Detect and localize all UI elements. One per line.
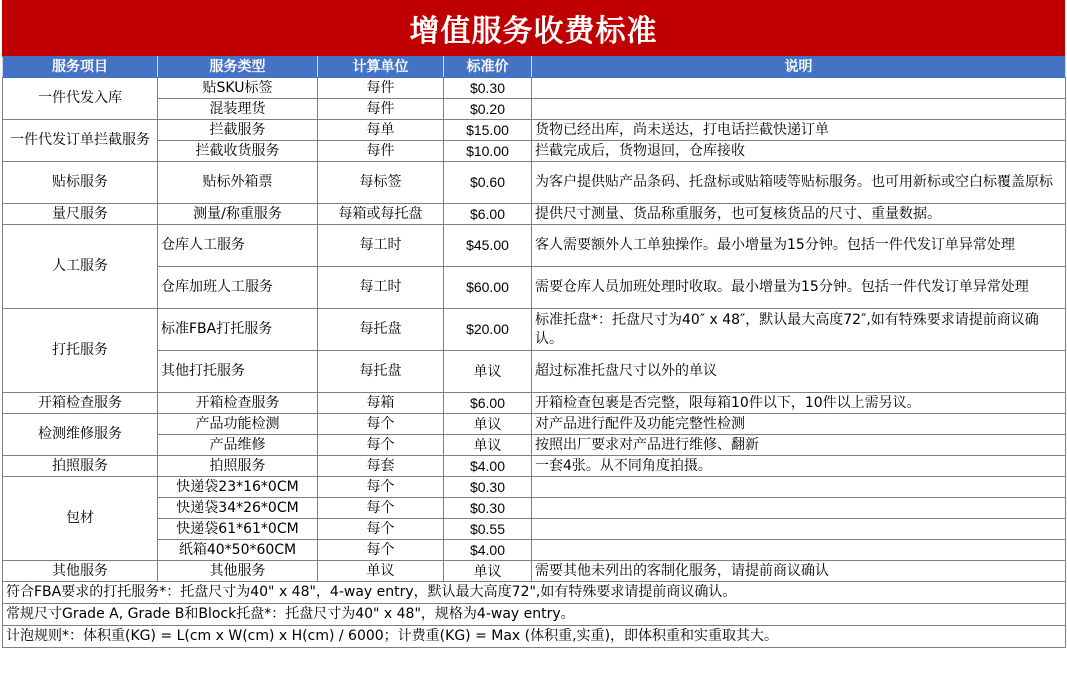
unit-cell: 每件 <box>318 141 444 162</box>
unit-cell: 每托盘 <box>318 309 444 351</box>
unit-cell: 每工时 <box>318 225 444 267</box>
price-cell: $60.00 <box>444 267 532 309</box>
service-type-cell: 混装理货 <box>158 99 318 120</box>
description-cell <box>532 498 1066 519</box>
note-row <box>3 604 1066 626</box>
price-cell: $0.60 <box>444 162 532 204</box>
price-cell: $4.00 <box>444 456 532 477</box>
service-item-cell: 一件代发入库 <box>3 78 158 120</box>
price-cell: $4.00 <box>444 540 532 561</box>
header-service-item: 服务项目 <box>3 57 158 78</box>
service-item-cell: 包材 <box>3 477 158 561</box>
service-item-cell: 开箱检查服务 <box>3 393 158 414</box>
unit-cell: 每个 <box>318 435 444 456</box>
unit-cell: 每个 <box>318 498 444 519</box>
description-cell: 提供尺寸测量、货品称重服务，也可复核货品的尺寸、重量数据。 <box>532 204 1066 225</box>
price-cell: $15.00 <box>444 120 532 141</box>
price-cell: $6.00 <box>444 204 532 225</box>
price-cell: 单议 <box>444 435 532 456</box>
description-cell: 客人需要额外人工单独操作。最小增量为15分钟。包括一件代发订单异常处理 <box>532 225 1066 267</box>
table-row <box>3 519 1066 540</box>
service-type-cell: 快递袋23*16*0CM <box>158 477 318 498</box>
description-cell: 货物已经出库，尚未送达，打电话拦截快递订单 <box>532 120 1066 141</box>
fba-pallet-note: 符合FBA要求的打托服务*：托盘尺寸为40" x 48"，4-way entry，默认最大高度72",如有特殊要求请提前商议确认。 <box>3 582 1066 604</box>
description-cell: 为客户提供贴产品条码、托盘标或贴箱唛等贴标服务。也可用新标或空白标覆盖原标 <box>532 162 1066 204</box>
header-service-type: 服务类型 <box>158 57 318 78</box>
unit-cell: 每箱或每托盘 <box>318 204 444 225</box>
description-cell: 需要其他未列出的客制化服务，请提前商议确认 <box>532 561 1066 582</box>
service-type-cell: 产品功能检测 <box>158 414 318 435</box>
description-cell: 需要仓库人员加班处理时收取。最小增量为15分钟。包括一件代发订单异常处理 <box>532 267 1066 309</box>
description-cell: 开箱检查包裹是否完整，限每箱10件以下，10件以上需另议。 <box>532 393 1066 414</box>
service-item-cell: 其他服务 <box>3 561 158 582</box>
table-row <box>3 477 1066 498</box>
note-row <box>3 626 1066 648</box>
unit-cell: 单议 <box>318 561 444 582</box>
volumetric-weight-note: 计泡规则*：体积重(KG) = L(cm x W(cm) x H(cm) / 6000；计费重(KG) = Max (体积重,实重)，即体积重和实重取其大。 <box>3 626 1066 648</box>
service-item-cell: 量尺服务 <box>3 204 158 225</box>
unit-cell: 每箱 <box>318 393 444 414</box>
description-cell: 标准托盘*：托盘尺寸为40″ x 48″，默认最大高度72″,如有特殊要求请提前商议确认。 <box>532 309 1066 351</box>
service-item-cell: 打托服务 <box>3 309 158 393</box>
table-row <box>3 498 1066 519</box>
price-cell: $10.00 <box>444 141 532 162</box>
table-row <box>3 204 1066 225</box>
description-cell <box>532 477 1066 498</box>
service-type-cell: 拍照服务 <box>158 456 318 477</box>
service-type-cell: 快递袋34*26*0CM <box>158 498 318 519</box>
description-cell: 一套4张。从不同角度拍摄。 <box>532 456 1066 477</box>
price-cell: $45.00 <box>444 225 532 267</box>
header-price: 标准价 <box>444 57 532 78</box>
unit-cell: 每套 <box>318 456 444 477</box>
table-row <box>3 78 1066 99</box>
note-row <box>3 582 1066 604</box>
unit-cell: 每个 <box>318 477 444 498</box>
description-cell: 超过标准托盘尺寸以外的单议 <box>532 351 1066 393</box>
unit-cell: 每工时 <box>318 267 444 309</box>
unit-cell: 每托盘 <box>318 351 444 393</box>
price-cell: $0.20 <box>444 99 532 120</box>
description-cell <box>532 519 1066 540</box>
unit-cell: 每个 <box>318 540 444 561</box>
price-cell: 单议 <box>444 351 532 393</box>
service-type-cell: 测量/称重服务 <box>158 204 318 225</box>
price-cell: 单议 <box>444 414 532 435</box>
service-item-cell: 拍照服务 <box>3 456 158 477</box>
table-row <box>3 456 1066 477</box>
unit-cell: 每件 <box>318 99 444 120</box>
description-cell <box>532 99 1066 120</box>
service-type-cell: 贴SKU标签 <box>158 78 318 99</box>
service-type-cell: 仓库人工服务 <box>158 225 318 267</box>
price-cell: $0.30 <box>444 498 532 519</box>
service-item-cell: 检测维修服务 <box>3 414 158 456</box>
pricing-table <box>2 56 1066 648</box>
service-type-cell: 其他打托服务 <box>158 351 318 393</box>
table-row <box>3 141 1066 162</box>
price-cell: $0.30 <box>444 477 532 498</box>
price-cell: 单议 <box>444 561 532 582</box>
description-cell: 对产品进行配件及功能完整性检测 <box>532 414 1066 435</box>
service-item-cell: 一件代发订单拦截服务 <box>3 120 158 162</box>
service-item-cell: 贴标服务 <box>3 162 158 204</box>
table-row <box>3 393 1066 414</box>
unit-cell: 每件 <box>318 78 444 99</box>
table-header-row <box>3 57 1066 78</box>
table-row <box>3 561 1066 582</box>
price-cell: $6.00 <box>444 393 532 414</box>
standard-pallet-note: 常规尺寸Grade A, Grade B和Block托盘*：托盘尺寸为40" x 48"，规格为4-way entry。 <box>3 604 1066 626</box>
service-type-cell: 贴标外箱票 <box>158 162 318 204</box>
unit-cell: 每个 <box>318 519 444 540</box>
service-type-cell: 产品维修 <box>158 435 318 456</box>
table-row <box>3 267 1066 309</box>
price-cell: $0.30 <box>444 78 532 99</box>
price-cell: $0.55 <box>444 519 532 540</box>
header-description: 说明 <box>532 57 1066 78</box>
table-row <box>3 414 1066 435</box>
service-type-cell: 拦截收货服务 <box>158 141 318 162</box>
service-type-cell: 快递袋61*61*0CM <box>158 519 318 540</box>
table-row <box>3 120 1066 141</box>
unit-cell: 每单 <box>318 120 444 141</box>
service-type-cell: 纸箱40*50*60CM <box>158 540 318 561</box>
table-row <box>3 309 1066 351</box>
page-title: 增值服务收费标准 <box>2 0 1065 56</box>
table-row <box>3 351 1066 393</box>
description-cell: 按照出厂要求对产品进行维修、翻新 <box>532 435 1066 456</box>
price-cell: $20.00 <box>444 309 532 351</box>
description-cell <box>532 78 1066 99</box>
table-row <box>3 162 1066 204</box>
unit-cell: 每标签 <box>318 162 444 204</box>
service-type-cell: 标准FBA打托服务 <box>158 309 318 351</box>
unit-cell: 每个 <box>318 414 444 435</box>
description-cell: 拦截完成后，货物退回，仓库接收 <box>532 141 1066 162</box>
table-row <box>3 435 1066 456</box>
header-unit: 计算单位 <box>318 57 444 78</box>
service-type-cell: 拦截服务 <box>158 120 318 141</box>
table-row <box>3 99 1066 120</box>
service-type-cell: 开箱检查服务 <box>158 393 318 414</box>
table-row <box>3 540 1066 561</box>
service-type-cell: 其他服务 <box>158 561 318 582</box>
description-cell <box>532 540 1066 561</box>
table-row <box>3 225 1066 267</box>
service-item-cell: 人工服务 <box>3 225 158 309</box>
service-type-cell: 仓库加班人工服务 <box>158 267 318 309</box>
